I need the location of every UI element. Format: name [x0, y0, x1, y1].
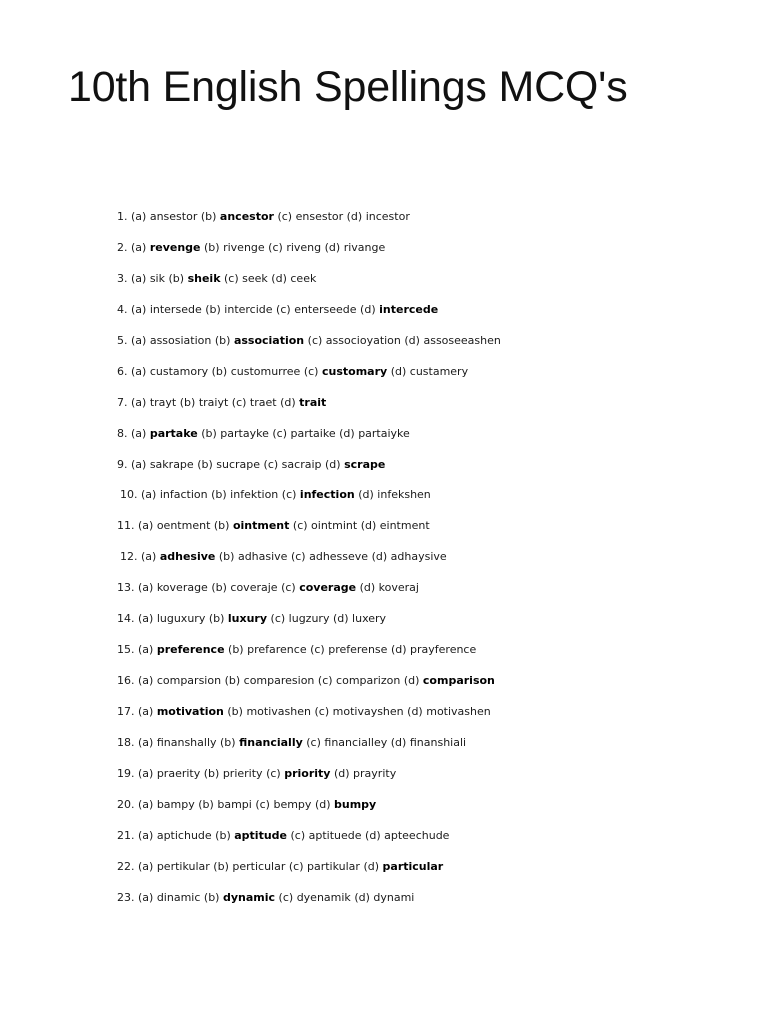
option-text: partaiyke — [358, 426, 410, 440]
correct-answer: coverage — [299, 581, 357, 595]
option-letter: (d) — [360, 302, 376, 316]
option-text: pertikular — [156, 859, 210, 873]
option-text: motivashen — [246, 705, 311, 718]
option-text: luguxury — [156, 612, 206, 626]
option-text: dinamic — [156, 890, 201, 904]
option-letter: (b) — [201, 426, 217, 440]
option-text: intercide — [224, 302, 273, 316]
option-text: traiyt — [198, 395, 229, 409]
option-text: bampy — [156, 797, 195, 811]
option-text: associoyation — [325, 333, 401, 347]
correct-answer: ancestor — [219, 210, 274, 223]
option-letter: (b) — [228, 643, 244, 657]
option-letter: (c) — [292, 519, 308, 533]
option-letter: (c) — [281, 488, 297, 502]
option-letter: (a) — [138, 705, 154, 718]
question-item — [0, 238, 768, 269]
option-letter: (c) — [276, 302, 291, 316]
option-letter: (d) — [363, 859, 380, 873]
option-letter: (b) — [220, 735, 236, 749]
option-text: ansestor — [149, 210, 198, 223]
option-text: preferense — [328, 643, 388, 657]
correct-answer: customary — [321, 364, 388, 378]
correct-answer: adhesive — [159, 550, 216, 564]
question-number: 3. — [117, 271, 128, 285]
question-number: 1. — [117, 210, 128, 223]
option-text: bempy — [273, 797, 312, 811]
question-item — [0, 702, 768, 733]
option-text: rivange — [343, 240, 386, 254]
option-letter: (d) — [360, 519, 377, 533]
correct-answer: bumpy — [334, 797, 377, 811]
option-text: comparesion — [243, 674, 315, 688]
option-letter: (d) — [404, 333, 420, 347]
option-letter: (d) — [271, 271, 287, 285]
option-letter: (a) — [138, 581, 154, 595]
option-letter: (a) — [138, 643, 154, 657]
option-letter: (c) — [306, 735, 321, 749]
option-text: intersede — [149, 302, 202, 316]
option-text: partayke — [220, 426, 269, 440]
option-text: riveng — [286, 240, 322, 254]
option-text: ensestor — [295, 210, 344, 223]
option-letter: (a) — [138, 519, 154, 533]
option-text: koveraj — [378, 581, 419, 595]
option-letter: (b) — [197, 457, 213, 471]
option-text: adhasive — [237, 550, 288, 564]
option-letter: (a) — [131, 395, 147, 409]
option-letter: (b) — [211, 581, 227, 595]
option-letter: (d) — [371, 550, 388, 564]
question-number: 17. — [117, 705, 135, 718]
option-letter: (b) — [203, 766, 220, 780]
option-letter: (c) — [290, 828, 306, 842]
option-letter: (d) — [314, 797, 331, 811]
option-text: customurree — [230, 364, 301, 378]
option-letter: (d) — [325, 457, 341, 471]
option-text: infaction — [159, 488, 208, 502]
option-text: assosiation — [149, 333, 212, 347]
option-text: motivashen — [426, 705, 491, 718]
question-number: 20. — [117, 797, 135, 811]
question-item — [0, 362, 768, 393]
correct-answer: luxury — [227, 612, 268, 626]
question-item — [0, 269, 768, 300]
question-item — [0, 424, 768, 455]
option-text: assoseeashen — [423, 333, 501, 347]
question-item — [0, 331, 768, 362]
question-number: 22. — [117, 859, 135, 873]
correct-answer: particular — [382, 859, 444, 873]
question-item — [0, 764, 768, 795]
option-letter: (c) — [272, 426, 287, 440]
option-letter: (c) — [268, 240, 283, 254]
option-text: finanshiali — [409, 735, 467, 749]
option-text: custamery — [409, 364, 469, 378]
option-letter: (b) — [211, 488, 227, 502]
option-letter: (a) — [138, 612, 154, 626]
correct-answer: financially — [239, 735, 303, 749]
option-text: perticular — [232, 859, 286, 873]
question-number: 14. — [117, 612, 135, 626]
question-item — [0, 393, 768, 424]
option-letter: (a) — [131, 240, 147, 254]
option-text: adhaysive — [390, 550, 447, 564]
option-text: dyenamik — [296, 890, 351, 904]
option-letter: (a) — [138, 828, 154, 842]
correct-answer: revenge — [149, 240, 201, 254]
question-item — [0, 640, 768, 671]
option-letter: (a) — [131, 333, 147, 347]
option-letter: (c) — [310, 643, 325, 657]
option-text: comparsion — [156, 674, 222, 688]
option-letter: (d) — [390, 643, 407, 657]
question-number: 8. — [117, 426, 128, 440]
option-letter: (b) — [203, 890, 220, 904]
option-text: infekshen — [377, 488, 431, 502]
option-letter: (c) — [281, 581, 296, 595]
option-letter: (d) — [403, 674, 420, 688]
question-item — [0, 671, 768, 702]
option-letter: (a) — [131, 210, 147, 223]
option-letter: (a) — [131, 364, 147, 378]
option-text: rivenge — [223, 240, 265, 254]
option-text: partikular — [307, 859, 360, 873]
option-text: coveraje — [230, 581, 278, 595]
question-item — [0, 455, 768, 486]
option-text: aptituede — [308, 828, 362, 842]
option-letter: (c) — [224, 271, 239, 285]
option-letter: (c) — [290, 550, 306, 564]
question-item — [0, 733, 768, 764]
option-letter: (b) — [200, 210, 217, 223]
correct-answer: infection — [299, 488, 355, 502]
option-text: sakrape — [149, 457, 194, 471]
option-letter: (c) — [231, 395, 247, 409]
option-letter: (a) — [131, 271, 147, 285]
option-letter: (d) — [332, 612, 349, 626]
option-letter: (b) — [214, 333, 231, 347]
question-number: 23. — [117, 890, 135, 904]
question-number: 11. — [117, 519, 135, 533]
option-letter: (a) — [141, 488, 157, 502]
option-letter: (a) — [131, 302, 147, 316]
option-letter: (b) — [198, 797, 214, 811]
option-letter: (b) — [208, 612, 225, 626]
option-letter: (a) — [138, 674, 154, 688]
question-number: 18. — [117, 735, 135, 749]
question-number: 16. — [117, 674, 135, 688]
option-text: enterseede — [294, 302, 357, 316]
option-text: sik — [149, 271, 165, 285]
option-letter: (a) — [138, 766, 154, 780]
option-letter: (d) — [407, 705, 423, 718]
option-text: prierity — [222, 766, 263, 780]
correct-answer: partake — [149, 426, 198, 440]
correct-answer: scrape — [344, 457, 386, 471]
option-letter: (a) — [138, 797, 154, 811]
question-number: 7. — [117, 395, 128, 409]
question-item — [0, 857, 768, 888]
option-letter: (d) — [390, 364, 407, 378]
option-text: comparizon — [336, 674, 401, 688]
option-letter: (a) — [141, 550, 157, 564]
option-letter: (c) — [303, 364, 319, 378]
correct-answer: priority — [284, 766, 331, 780]
option-letter: (a) — [138, 735, 154, 749]
option-letter: (b) — [213, 859, 229, 873]
option-letter: (d) — [359, 581, 376, 595]
option-letter: (c) — [288, 859, 304, 873]
correct-answer: motivation — [156, 705, 224, 718]
option-letter: (d) — [390, 735, 407, 749]
option-text: traet — [249, 395, 277, 409]
option-text: prayference — [410, 643, 477, 657]
option-letter: (c) — [307, 333, 323, 347]
option-text: sucrape — [216, 457, 261, 471]
option-letter: (b) — [211, 364, 228, 378]
question-number: 2. — [117, 240, 128, 254]
option-letter: (c) — [317, 674, 333, 688]
question-item — [0, 826, 768, 857]
option-text: prefarence — [247, 643, 307, 657]
option-text: praerity — [156, 766, 201, 780]
option-letter: (c) — [314, 705, 330, 718]
option-text: adhesseve — [309, 550, 369, 564]
correct-answer: ointment — [232, 519, 290, 533]
question-item — [0, 207, 768, 238]
question-item — [0, 547, 768, 578]
option-letter: (a) — [138, 890, 154, 904]
question-item — [0, 578, 768, 609]
question-number: 10. — [120, 488, 138, 502]
option-letter: (b) — [213, 519, 230, 533]
question-item — [0, 485, 768, 516]
question-number: 5. — [117, 333, 128, 347]
option-text: prayrity — [353, 766, 397, 780]
option-letter: (d) — [339, 426, 355, 440]
option-letter: (c) — [277, 210, 293, 223]
option-text: seek — [242, 271, 268, 285]
correct-answer: intercede — [379, 302, 439, 316]
option-text: ceek — [290, 271, 317, 285]
correct-answer: association — [233, 333, 305, 347]
question-number: 21. — [117, 828, 135, 842]
question-number: 13. — [117, 581, 135, 595]
option-letter: (c) — [263, 457, 279, 471]
option-text: sacraip — [281, 457, 322, 471]
option-text: incestor — [365, 210, 410, 223]
option-letter: (b) — [227, 705, 243, 718]
option-letter: (d) — [365, 828, 381, 842]
option-letter: (d) — [333, 766, 350, 780]
correct-answer: aptitude — [234, 828, 287, 842]
option-text: partaike — [290, 426, 336, 440]
option-text: oentment — [156, 519, 211, 533]
question-number: 4. — [117, 302, 128, 316]
correct-answer: dynamic — [222, 890, 276, 904]
option-text: motivayshen — [332, 705, 404, 718]
question-number: 19. — [117, 766, 135, 780]
option-letter: (c) — [255, 797, 270, 811]
option-text: luxery — [352, 612, 387, 626]
option-text: finanshally — [156, 735, 217, 749]
option-text: infektion — [230, 488, 279, 502]
question-item — [0, 888, 768, 919]
option-letter: (b) — [215, 828, 231, 842]
option-letter: (c) — [270, 612, 286, 626]
question-item — [0, 795, 768, 826]
option-letter: (a) — [138, 859, 154, 873]
option-letter: (d) — [280, 395, 296, 409]
option-text: ointmint — [311, 519, 358, 533]
correct-answer: sheik — [187, 271, 221, 285]
question-item — [0, 609, 768, 640]
option-letter: (a) — [131, 426, 147, 440]
question-number: 9. — [117, 457, 128, 471]
option-text: aptichude — [156, 828, 212, 842]
question-item — [0, 300, 768, 331]
option-letter: (d) — [324, 240, 341, 254]
correct-answer: preference — [156, 643, 225, 657]
question-number: 15. — [117, 643, 135, 657]
question-list — [0, 207, 768, 919]
option-text: eintment — [379, 519, 430, 533]
option-letter: (b) — [224, 674, 241, 688]
option-letter: (d) — [358, 488, 374, 502]
correct-answer: trait — [299, 395, 327, 409]
option-letter: (b) — [218, 550, 235, 564]
option-letter: (b) — [168, 271, 185, 285]
option-text: lugzury — [288, 612, 330, 626]
option-letter: (d) — [346, 210, 363, 223]
option-letter: (b) — [205, 302, 221, 316]
correct-answer: comparison — [422, 674, 495, 688]
option-text: apteechude — [384, 828, 450, 842]
question-number: 6. — [117, 364, 128, 378]
option-text: custamory — [149, 364, 209, 378]
option-letter: (b) — [204, 240, 220, 254]
option-letter: (c) — [266, 766, 281, 780]
question-number: 12. — [120, 550, 138, 564]
option-text: bampi — [217, 797, 252, 811]
question-item — [0, 516, 768, 547]
option-text: dynami — [373, 890, 415, 904]
option-text: koverage — [156, 581, 208, 595]
option-letter: (b) — [179, 395, 196, 409]
option-text: trayt — [149, 395, 177, 409]
option-letter: (a) — [131, 457, 147, 471]
option-text: financialley — [324, 735, 388, 749]
page-title: 10th English Spellings MCQ's — [68, 63, 628, 111]
option-letter: (c) — [278, 890, 294, 904]
option-letter: (d) — [354, 890, 370, 904]
